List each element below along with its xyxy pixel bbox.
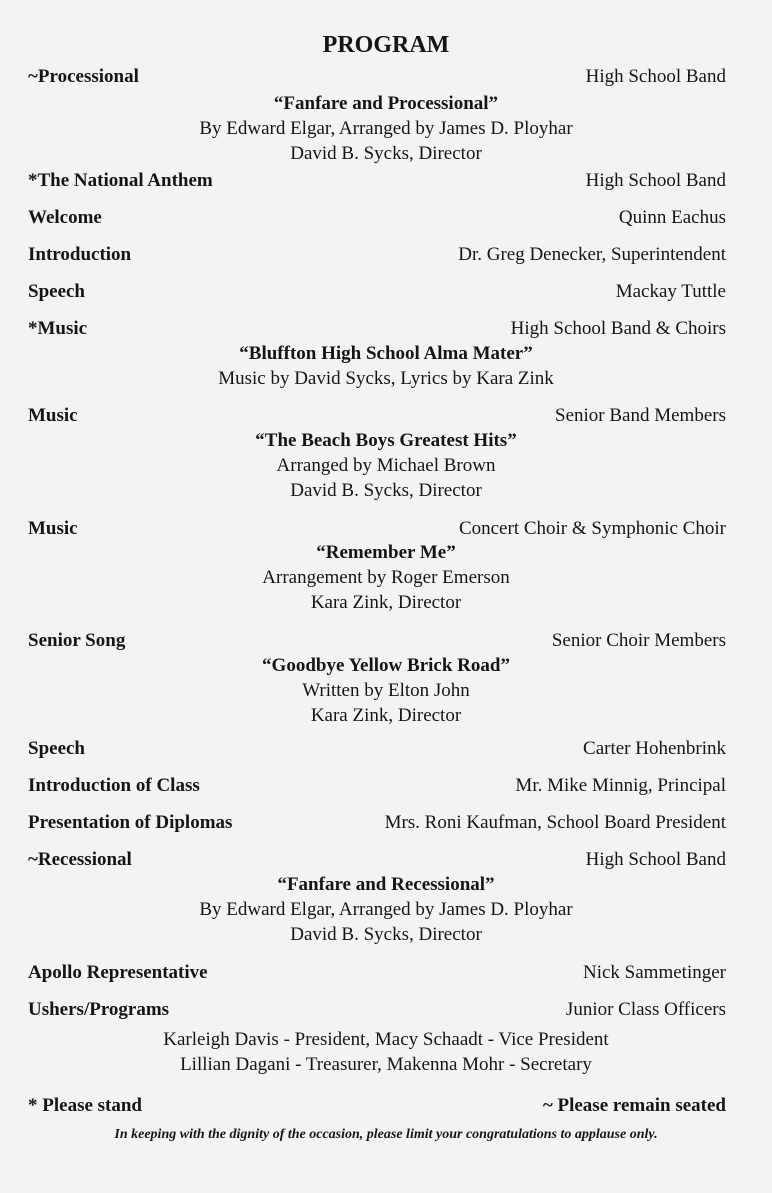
item-label: *Music [28,318,88,339]
piece-credit: By Edward Elgar, Arranged by James D. Ployhar [199,118,573,139]
program-item-processional [28,64,726,90]
program-item-welcome [28,205,726,231]
piece-title: “Bluffton High School Alma Mater” [239,343,533,364]
item-label: Introduction of Class [28,775,200,796]
program-item-music-3 [28,516,726,542]
item-performer: High School Band & Choirs [510,318,726,339]
item-performer: High School Band [585,66,726,87]
piece-credit: Arranged by Michael Brown [276,455,496,476]
item-performer: Concert Choir & Symphonic Choir [458,518,726,539]
item-label: Apollo Representative [28,962,208,983]
piece-credit: By Edward Elgar, Arranged by James D. Ployhar [199,899,573,920]
item-label: Senior Song [28,630,126,651]
item-performer: Nick Sammetinger [583,962,726,983]
item-label: ~Recessional [28,849,132,870]
piece-title: “Remember Me” [316,542,456,563]
item-label: Introduction [28,244,132,265]
piece-director: David B. Sycks, Director [290,143,482,164]
item-label: Welcome [28,207,102,228]
item-performer: Carter Hohenbrink [583,738,726,759]
program-item-speech-2 [28,736,726,762]
piece-title: “The Beach Boys Greatest Hits” [255,430,517,451]
legend-stand: * Please stand [28,1095,142,1116]
applause-note: In keeping with the dignity of the occasion, please limit your congratulations to applause only. [114,1127,658,1142]
program-item-anthem [28,168,726,194]
item-label: Ushers/Programs [28,999,170,1020]
ushers-names-1: Karleigh Davis - President, Macy Schaadt - Vice President [163,1029,609,1050]
program-item-music-2 [28,403,726,429]
piece-director: David B. Sycks, Director [290,480,482,501]
piece-title: “Fanfare and Processional” [273,93,499,114]
piece-title: “Fanfare and Recessional” [277,874,495,895]
program-item-apollo [28,960,726,986]
item-performer: Quinn Eachus [618,207,726,228]
legend-seated: ~ Please remain seated [542,1095,726,1116]
item-performer: Mrs. Roni Kaufman, School Board President [384,812,726,833]
page-title: PROGRAM [322,32,450,58]
program-item-recessional [28,847,726,873]
program-item-music-1 [28,316,726,342]
program-item-introduction [28,242,726,268]
item-performer: Junior Class Officers [565,999,726,1020]
item-label: *The National Anthem [28,170,213,191]
item-label: Speech [28,281,85,302]
piece-credit: Written by Elton John [302,680,470,701]
item-performer: Senior Band Members [555,405,726,426]
item-performer: Mackay Tuttle [615,281,726,302]
item-label: Music [28,405,78,426]
item-label: Speech [28,738,85,759]
program-item-introduction-of-class [28,773,726,799]
item-performer: Senior Choir Members [551,630,726,651]
item-performer: Mr. Mike Minnig, Principal [515,775,726,796]
item-label: Music [28,518,78,539]
program-item-speech-1 [28,279,726,305]
ushers-names-2: Lillian Dagani - Treasurer, Makenna Mohr - Secretary [180,1054,592,1075]
piece-credit: Arrangement by Roger Emerson [262,567,510,588]
piece-director: Kara Zink, Director [310,705,462,726]
item-performer: High School Band [585,849,726,870]
program-item-diplomas [28,810,726,836]
piece-credit: Music by David Sycks, Lyrics by Kara Zink [218,368,554,389]
program-item-ushers [28,997,726,1023]
item-label: Presentation of Diplomas [28,812,233,833]
piece-director: David B. Sycks, Director [290,924,482,945]
legend [28,1093,726,1119]
piece-director: Kara Zink, Director [310,592,462,613]
item-performer: Dr. Greg Denecker, Superintendent [458,244,726,265]
piece-title: “Goodbye Yellow Brick Road” [262,655,510,676]
item-performer: High School Band [585,170,726,191]
program-item-senior-song [28,628,726,654]
item-label: ~Processional [28,66,139,87]
